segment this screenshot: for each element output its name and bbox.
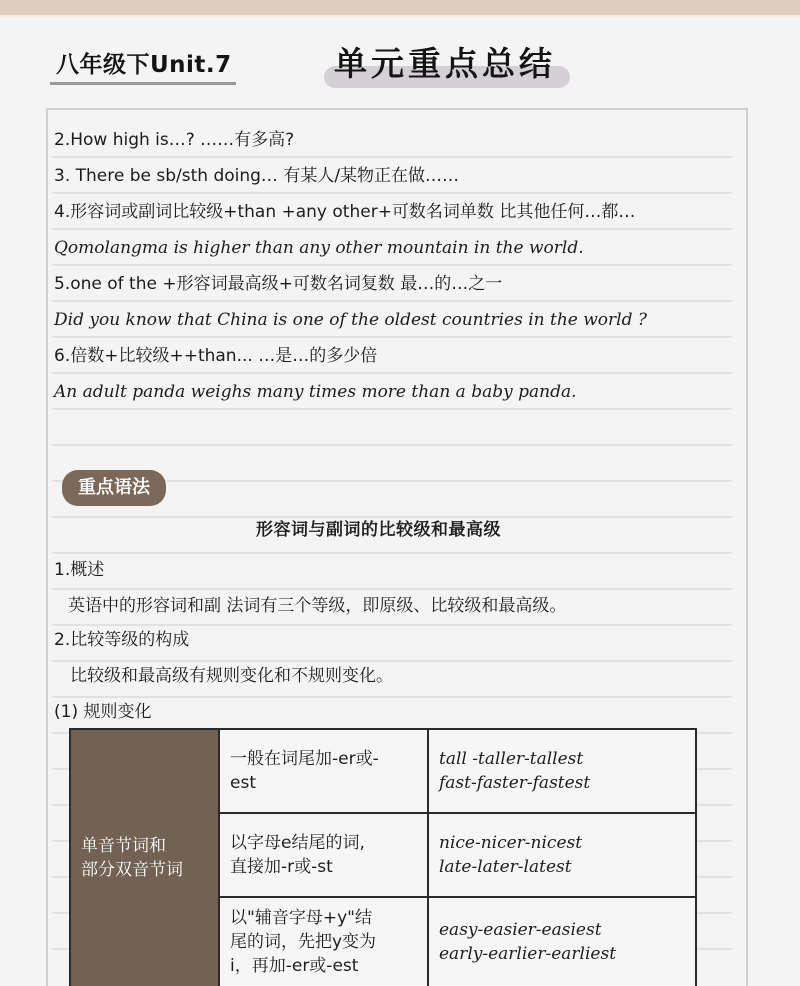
grammar-subtitle (248, 518, 509, 542)
regular-change-table (69, 728, 697, 986)
grammar-subtitle-text: 形容词与副词的比较级和最高级 (256, 520, 501, 540)
ruled-line (52, 300, 732, 302)
section1-heading (54, 558, 104, 582)
category-line: 部分双音节词 (81, 860, 183, 880)
phrase-2: 2.How high is…? ……有多高? (54, 130, 295, 150)
page-title-text: 单元重点总结 (334, 44, 556, 83)
rule-line: 尾的词，先把y变为 (230, 932, 377, 952)
example-line: late-later-latest (439, 857, 572, 877)
section-badge: 重点语法 (62, 470, 166, 506)
section2-sub (54, 700, 151, 724)
ruled-line (52, 228, 732, 230)
section1-heading-text: 1.概述 (54, 560, 105, 580)
example-line: nice-nicer-nicest (439, 833, 583, 853)
phrase-6: 6.倍数+比较级++than... …是…的多少倍 (54, 346, 378, 366)
example-line: tall -taller-tallest (439, 749, 584, 769)
phrase-3: 3. There be sb/sth doing… 有某人/某物正在做…… (54, 166, 460, 186)
ruled-line (52, 552, 732, 554)
notebook-page (46, 108, 748, 986)
example-cell (428, 813, 696, 897)
ruled-line (52, 156, 732, 158)
rule-line: i，再加-er或-est (230, 956, 359, 976)
phrase-4-example: Qomolangma is higher than any other mountain in the world. (54, 238, 584, 258)
unit-label: 八年级下Unit.7 (50, 50, 236, 85)
example-line: fast-faster-fastest (439, 773, 591, 793)
ruled-line (52, 696, 732, 698)
category-line: 单音节词和 (81, 836, 166, 856)
ruled-line (52, 336, 732, 338)
ruled-line (52, 588, 732, 590)
phrase-4: 4.形容词或副词比较级+than +any other+可数名词单数 比其他任何…都… (54, 202, 636, 222)
example-cell (428, 897, 696, 986)
ruled-line (52, 444, 732, 446)
rule-cell (219, 897, 428, 986)
section2-sub-text: (1) 规则变化 (54, 702, 152, 722)
rule-line: 以字母e结尾的词, (230, 833, 365, 853)
ruled-line (52, 264, 732, 266)
rule-cell (219, 813, 428, 897)
phrase-5-example: Did you know that China is one of the oldest countries in the world ? (54, 310, 647, 330)
example-cell (428, 729, 696, 813)
ruled-line (52, 372, 732, 374)
section1-body: 英语中的形容词和副 法词有三个等级，即原级、比较级和最高级。 (68, 596, 567, 616)
category-cell (70, 729, 219, 986)
ruled-line (52, 624, 732, 626)
rule-line: 以"辅音字母+y"结 (230, 908, 372, 928)
section2-body: 比较级和最高级有规则变化和不规则变化。 (70, 666, 393, 686)
ruled-line (52, 660, 732, 662)
example-line: easy-easier-easiest (439, 920, 602, 940)
top-band (0, 0, 800, 17)
phrase-6-example: An adult panda weighs many times more than a baby panda. (54, 382, 577, 402)
rule-line: 直接加-r或-st (230, 857, 333, 877)
section2-heading (54, 628, 189, 652)
ruled-line (52, 408, 732, 410)
section2-heading-text: 2.比较等级的构成 (54, 630, 190, 650)
page-title (320, 42, 570, 86)
rule-line: 一般在词尾加-er或- (230, 749, 379, 769)
table-row (70, 729, 696, 813)
ruled-line (52, 192, 732, 194)
rule-line: est (230, 773, 256, 793)
phrase-5: 5.one of the +形容词最高级+可数名词复数 最…的…之一 (54, 274, 503, 294)
rule-cell (219, 729, 428, 813)
example-line: early-earlier-earliest (439, 944, 617, 964)
